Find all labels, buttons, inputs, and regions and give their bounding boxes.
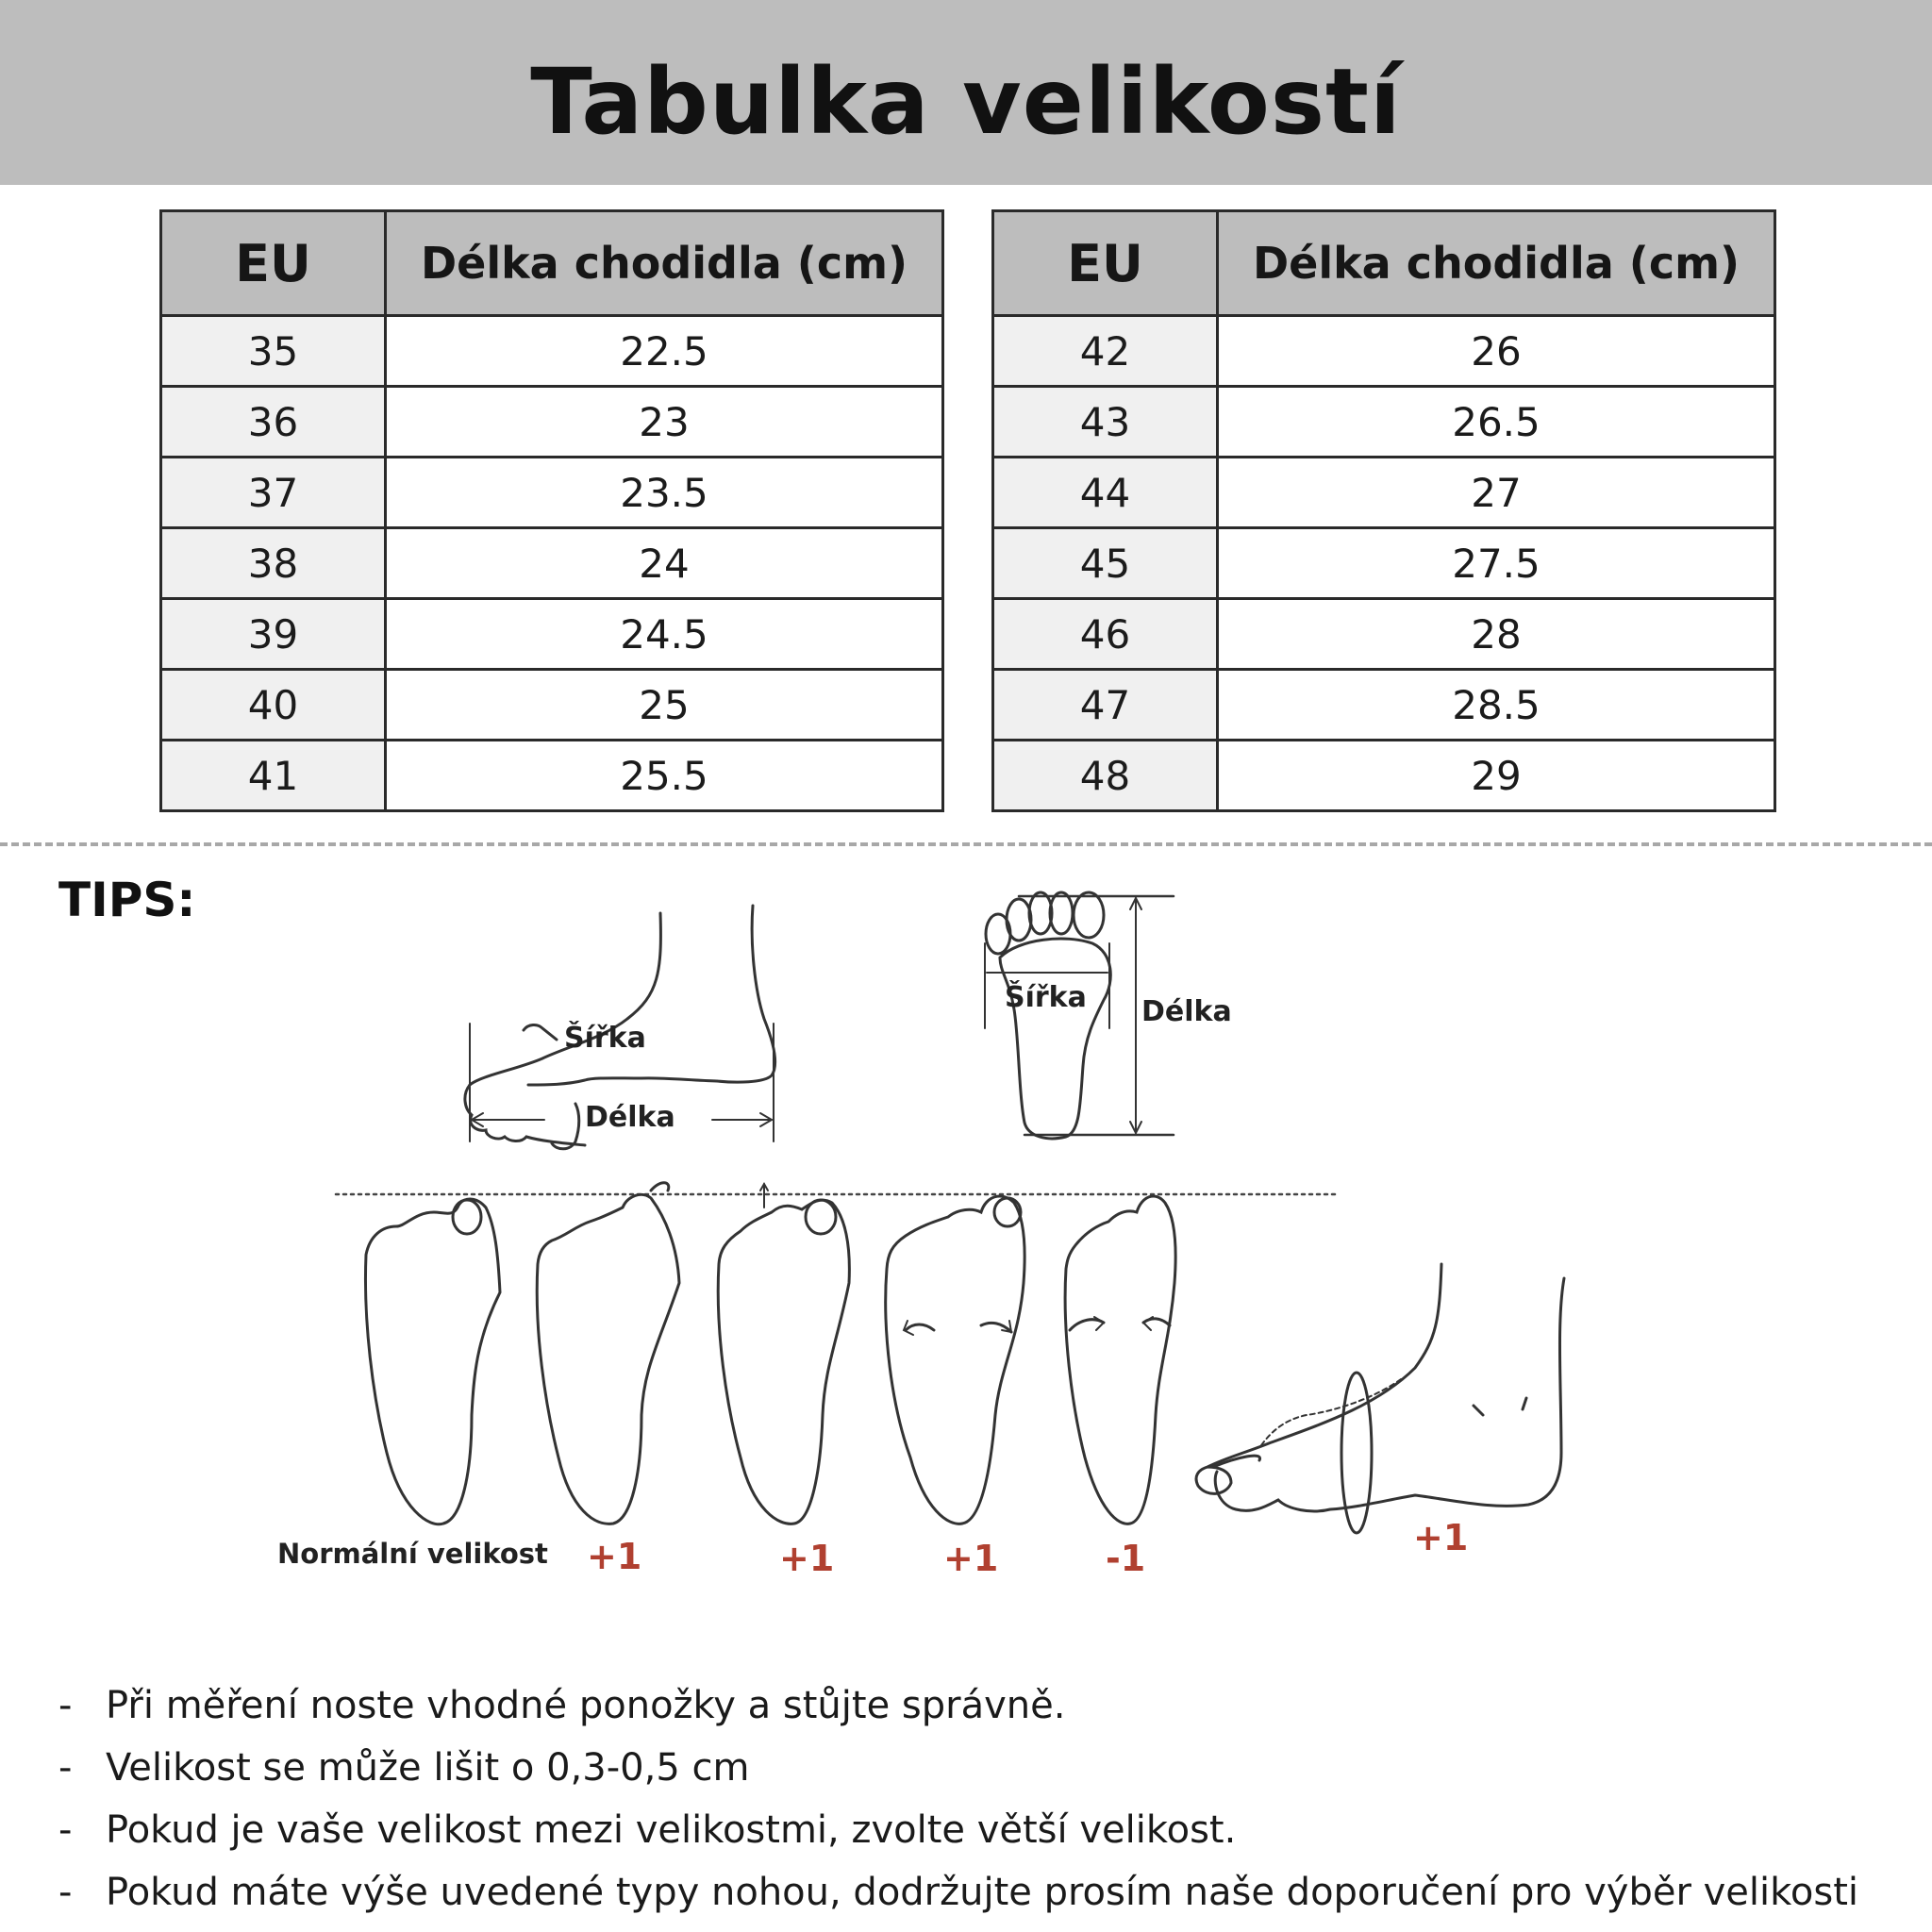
bullet-dash: - [58,1746,73,1790]
bullet-dash: - [58,1808,73,1852]
foot-length-cell: 28.5 [1218,670,1775,741]
eu-size-cell: 42 [993,316,1218,387]
foot-length-cell: 26.5 [1218,387,1775,458]
foot-length-cell: 24.5 [386,599,943,670]
narrow-foot-icon [1065,1196,1175,1524]
foot-length-cell: 29 [1218,741,1775,811]
foot-length-cell: 25 [386,670,943,741]
foot-length-cell: 23 [386,387,943,458]
eu-size-cell: 47 [993,670,1218,741]
foot-length-cell: 22.5 [386,316,943,387]
eu-size-cell: 37 [161,458,386,528]
top-view-length-label: Délka [1141,995,1232,1028]
bullet-dash: - [58,1684,73,1727]
long-second-toe-foot-icon [718,1184,849,1524]
eu-size-cell: 48 [993,741,1218,811]
foot-length-cell: 25.5 [386,741,943,811]
foot-length-cell: 23.5 [386,458,943,528]
foot-length-cell: 24 [386,528,943,599]
high-instep-foot-icon [1196,1264,1564,1533]
foot-type-label-normal: Normální velikost [277,1538,548,1570]
list-item [58,1737,1858,1799]
tip-text: Při měření noste vhodné ponožky a stůjte správně. [106,1684,1066,1727]
tip-text: Pokud máte výše uvedené typy nohou, dodržujte prosím naše doporučení pro výběr velikosti [106,1871,1858,1914]
size-adjust-badge: +1 [1413,1517,1469,1558]
top-view-width-label: Šířka [1005,981,1087,1014]
wide-foot-icon [886,1196,1024,1524]
tip-text: Pokud je vaše velikost mezi velikostmi, zvolte větší velikost. [106,1808,1237,1852]
column-header-eu: EU [161,211,386,316]
list-item [58,1799,1858,1861]
side-view-length-label: Délka [585,1101,675,1134]
eu-size-cell: 41 [161,741,386,811]
column-header-length: Délka chodidla (cm) [386,211,943,316]
tips-heading: TIPS: [58,873,196,927]
page-title: Tabulka velikostí [530,49,1402,155]
eu-size-cell: 38 [161,528,386,599]
eu-size-cell: 44 [993,458,1218,528]
size-adjust-badge: +1 [779,1538,835,1579]
long-big-toe-foot-icon [537,1183,679,1524]
tip-text: Velikost se může lišit o 0,3-0,5 cm [106,1746,750,1790]
foot-length-cell: 26 [1218,316,1775,387]
eu-size-cell: 36 [161,387,386,458]
foot-length-cell: 27.5 [1218,528,1775,599]
eu-size-cell: 39 [161,599,386,670]
foot-length-cell: 28 [1218,599,1775,670]
size-adjust-badge: -1 [1106,1538,1146,1579]
column-header-length: Délka chodidla (cm) [1218,211,1775,316]
list-item [58,1861,1858,1924]
eu-size-cell: 35 [161,316,386,387]
eu-size-cell: 46 [993,599,1218,670]
bullet-dash: - [58,1871,73,1914]
eu-size-cell: 45 [993,528,1218,599]
side-view-width-label: Šířka [564,1022,646,1055]
size-adjust-badge: +1 [587,1536,642,1577]
normal-foot-icon [365,1199,500,1524]
foot-length-cell: 27 [1218,458,1775,528]
eu-size-cell: 40 [161,670,386,741]
list-item [58,1674,1858,1737]
tips-list [58,1674,1858,1924]
eu-size-cell: 43 [993,387,1218,458]
column-header-eu: EU [993,211,1218,316]
size-adjust-badge: +1 [943,1538,999,1579]
